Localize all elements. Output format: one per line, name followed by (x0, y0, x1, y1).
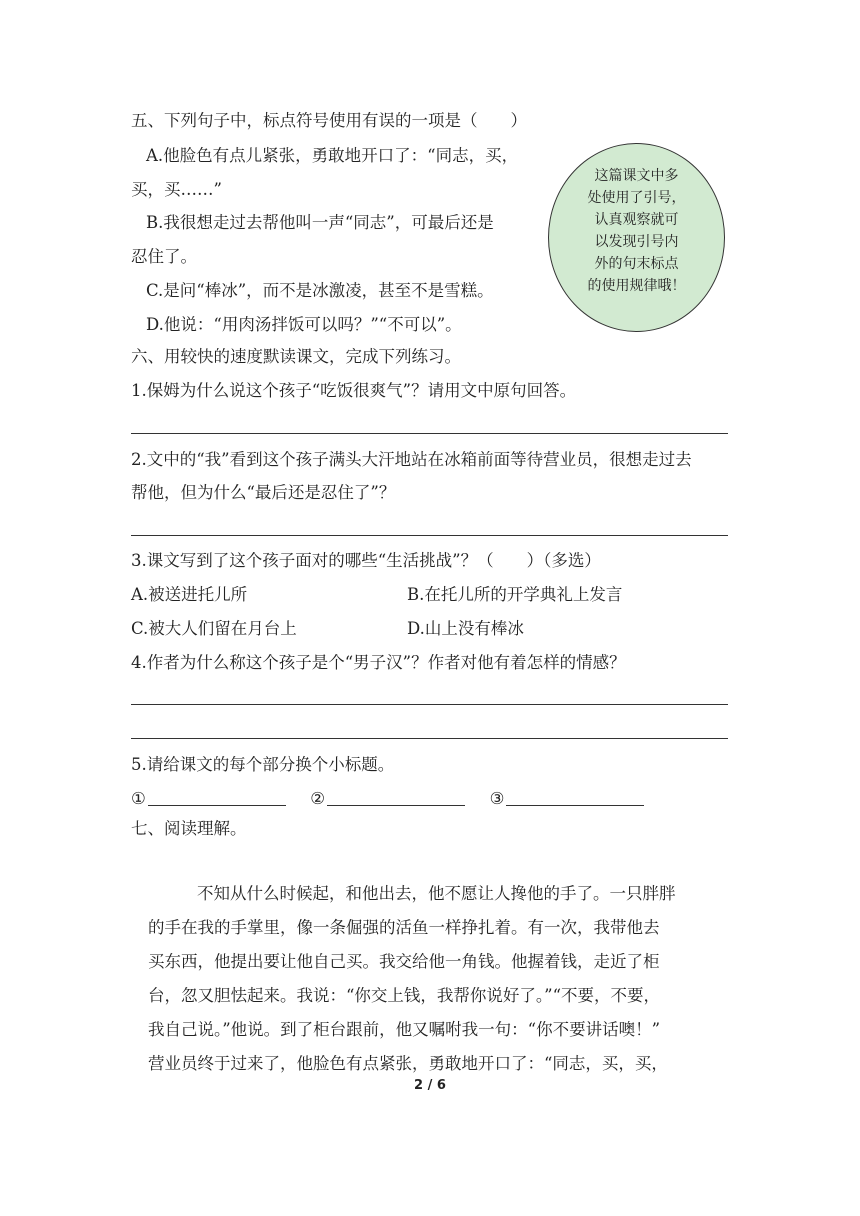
q6-item-5: 5.请给课文的每个部分换个小标题。 (131, 755, 395, 774)
q5-option-a: A.他脸色有点儿紧张，勇敢地开口了：“同志，买， (146, 146, 519, 165)
blank-3-marker: ③ (489, 789, 505, 808)
q5-option-d: D.他说：“用肉汤拌饭可以吗？”“不可以”。 (146, 315, 462, 334)
q6-item-2-cont: 帮他，但为什么“最后还是忍住了”？ (131, 483, 396, 502)
q5-option-a-cont: 买，买……” (131, 180, 222, 199)
passage-line-3: 买东西，他提出要让他自己买。我交给他一角钱。他握着钱，走近了柜 (148, 952, 660, 971)
answer-line-3[interactable] (131, 704, 728, 705)
q6-title: 六、用较快的速度默读课文，完成下列练习。 (131, 347, 461, 366)
tip-line-6: 的使用规律哦！ (587, 278, 686, 294)
tip-line-2: 处使用了引号， (587, 190, 686, 206)
blank-2-marker: ② (310, 789, 326, 808)
q6-item-2: 2.文中的“我”看到这个孩子满头大汗地站在冰箱前面等待营业员，很想走过去 (131, 450, 692, 469)
passage-line-1: 不知从什么时候起，和他出去，他不愿让人搀他的手了。一只胖胖 (197, 884, 676, 903)
passage-line-4: 台，忽又胆怯起来。我说：“你交上钱，我帮你说好了。”“不要，不要， (148, 986, 661, 1005)
q7-title: 七、阅读理解。 (131, 819, 247, 838)
q6-item-1: 1.保姆为什么说这个孩子“吃饭很爽气”？请用文中原句回答。 (131, 381, 577, 400)
blank-1-line[interactable] (148, 789, 286, 806)
blank-row (131, 789, 644, 809)
answer-line-4[interactable] (131, 738, 728, 739)
q6-item-4: 4.作者为什么称这个孩子是个“男子汉”？作者对他有着怎样的情感？ (131, 653, 626, 672)
q6-item-3-option-c: C.被大人们留在月台上 (131, 619, 297, 638)
blank-3-line[interactable] (506, 789, 644, 806)
q6-item-3-option-a: A.被送进托儿所 (131, 585, 248, 604)
blank-2-line[interactable] (327, 789, 465, 806)
tip-line-1: 这篇课文中多 (594, 168, 679, 184)
passage-line-6: 营业员终于过来了，他脸色有点紧张，勇敢地开口了：“同志，买，买， (148, 1054, 668, 1073)
q6-item-3-option-d: D.山上没有棒冰 (407, 619, 524, 638)
answer-line-2[interactable] (131, 535, 728, 536)
passage-line-5: 我自己说。”他说。到了柜台跟前，他又嘱咐我一句：“你不要讲话噢！” (148, 1020, 661, 1039)
tip-line-3: 认真观察就可 (594, 212, 679, 228)
q5-option-b-cont: 忍住了。 (131, 247, 197, 266)
blank-1-marker: ① (131, 789, 146, 808)
answer-line-1[interactable] (131, 433, 728, 434)
tip-line-4: 以发现引号内 (594, 234, 679, 250)
page-number: 2 / 6 (414, 1078, 446, 1093)
tip-line-5: 外的句末标点 (594, 256, 679, 272)
passage-line-2: 的手在我的手掌里，像一条倔强的活鱼一样挣扎着。有一次，我带他去 (148, 918, 660, 937)
q6-item-3: 3.课文写到了这个孩子面对的哪些“生活挑战”？（ ）（多选） (131, 551, 601, 570)
q5-title: 五、下列句子中，标点符号使用有误的一项是（ ） (131, 111, 527, 130)
q5-option-c: C.是问“棒冰”，而不是冰激凌，甚至不是雪糕。 (146, 281, 494, 300)
q5-option-b: B.我很想走过去帮他叫一声“同志”，可最后还是 (146, 213, 494, 232)
q6-item-3-option-b: B.在托儿所的开学典礼上发言 (407, 585, 623, 604)
